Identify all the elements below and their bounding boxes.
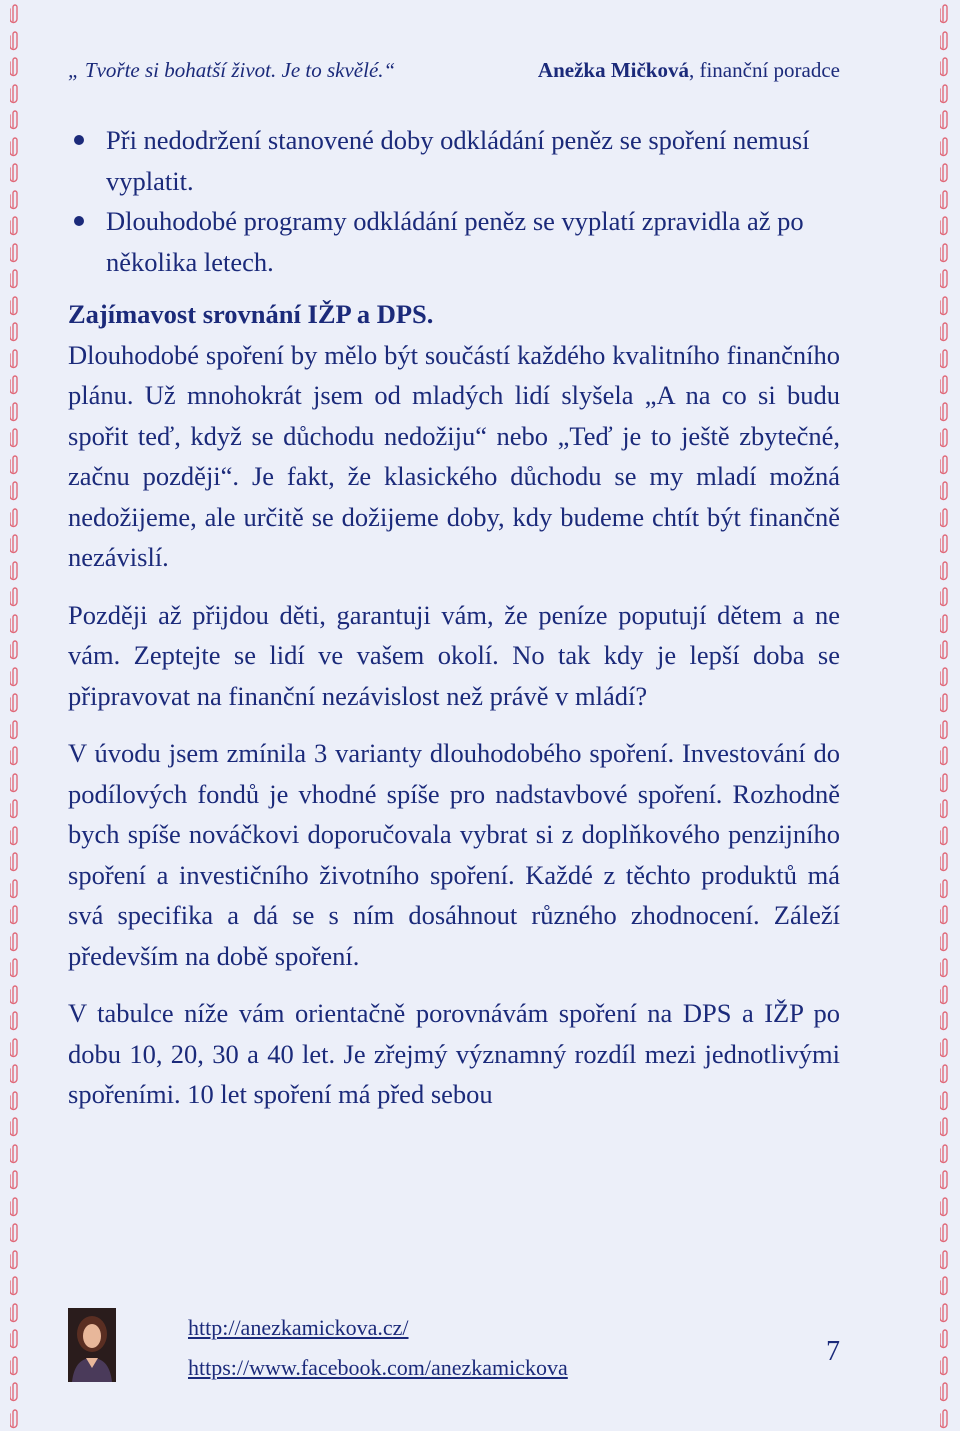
- author-role: , finanční poradce: [688, 58, 840, 82]
- paperclip-icon: [10, 108, 20, 130]
- page-header: [68, 58, 840, 83]
- paperclip-icon: [940, 2, 950, 24]
- paperclip-icon: [10, 1195, 20, 1217]
- paperclip-icon: [10, 771, 20, 793]
- paperclip-icon: [940, 1274, 950, 1296]
- paperclip-icon: [940, 1221, 950, 1243]
- bullet-list: [68, 120, 840, 282]
- paperclip-icon: [10, 718, 20, 740]
- paperclip-icon: [10, 2, 20, 24]
- paperclip-icon: [940, 1327, 950, 1349]
- page-number: 7: [826, 1336, 840, 1367]
- paperclip-icon: [10, 1327, 20, 1349]
- paperclip-icon: [10, 479, 20, 501]
- paperclip-icon: [940, 877, 950, 899]
- paperclip-icon: [940, 1115, 950, 1137]
- paperclip-icon: [10, 320, 20, 342]
- paperclip-icon: [940, 241, 950, 263]
- footer-links: [188, 1308, 568, 1388]
- paperclip-icon: [940, 294, 950, 316]
- paperclip-icon: [10, 267, 20, 289]
- paperclip-icon: [940, 718, 950, 740]
- paperclip-icon: [940, 559, 950, 581]
- left-paperclip-border: [0, 0, 30, 1431]
- paperclip-icon: [940, 506, 950, 528]
- paperclip-icon: [940, 665, 950, 687]
- paperclip-icon: [10, 400, 20, 422]
- paperclip-icon: [940, 161, 950, 183]
- page-content: [68, 120, 840, 1115]
- paperclip-icon: [10, 347, 20, 369]
- paperclip-icon: [940, 638, 950, 660]
- paperclip-icon: [10, 824, 20, 846]
- paperclip-icon: [940, 82, 950, 104]
- paperclip-icon: [940, 1168, 950, 1190]
- paperclip-icon: [940, 585, 950, 607]
- paperclip-icon: [10, 744, 20, 766]
- paperclip-icon: [10, 82, 20, 104]
- paperclip-icon: [940, 29, 950, 51]
- facebook-link[interactable]: https://www.facebook.com/anezkamickova: [188, 1355, 568, 1380]
- header-author: [538, 58, 840, 83]
- paperclip-icon: [940, 771, 950, 793]
- paperclip-icon: [10, 1115, 20, 1137]
- paperclip-icon: [940, 903, 950, 925]
- paperclip-icon: [10, 135, 20, 157]
- paperclip-icon: [10, 532, 20, 554]
- paperclip-icon: [10, 161, 20, 183]
- paperclip-icon: [10, 214, 20, 236]
- paperclip-icon: [940, 956, 950, 978]
- paragraph: Dlouhodobé spoření by mělo být součástí každého kvalitního finančního plánu. Už mnohokrát jsem od mladých lidí slyšela „A na co si budu spořit teď, když se důchodu nedožiju“ nebo „Teď je to ještě zbytečné, začnu později“. Je fakt, že klasického důchodu se my mladí možná nedožijeme, ale určitě se dožijeme doby, kdy budeme chtít být finančně nezávislí.: [68, 339, 840, 572]
- page-footer: [68, 1308, 840, 1384]
- paperclip-icon: [940, 1195, 950, 1217]
- paperclip-icon: [10, 1354, 20, 1376]
- paperclip-icon: [10, 612, 20, 634]
- bullet-icon: [74, 216, 84, 226]
- paperclip-icon: [10, 506, 20, 528]
- paperclip-icon: [10, 691, 20, 713]
- paperclip-icon: [940, 532, 950, 554]
- paperclip-icon: [940, 108, 950, 130]
- paperclip-icon: [940, 55, 950, 77]
- paperclip-icon: [10, 1380, 20, 1402]
- paperclip-icon: [940, 1062, 950, 1084]
- paperclip-icon: [10, 1036, 20, 1058]
- paperclip-icon: [10, 241, 20, 263]
- paperclip-icon: [940, 744, 950, 766]
- bullet-icon: [74, 135, 84, 145]
- paperclip-icon: [940, 1036, 950, 1058]
- paperclip-icon: [10, 29, 20, 51]
- paperclip-icon: [940, 188, 950, 210]
- paperclip-icon: [940, 1380, 950, 1402]
- paperclip-icon: [10, 188, 20, 210]
- paperclip-icon: [10, 1248, 20, 1270]
- paperclip-icon: [10, 373, 20, 395]
- paperclip-icon: [940, 1089, 950, 1111]
- paperclip-icon: [10, 559, 20, 581]
- paperclip-icon: [940, 426, 950, 448]
- paperclip-icon: [10, 1274, 20, 1296]
- right-paperclip-border: [930, 0, 960, 1431]
- paperclip-icon: [940, 1009, 950, 1031]
- paperclip-icon: [940, 135, 950, 157]
- paperclip-icon: [10, 638, 20, 660]
- paperclip-icon: [10, 1062, 20, 1084]
- paperclip-icon: [10, 1009, 20, 1031]
- paperclip-icon: [940, 1248, 950, 1270]
- list-item: Dlouhodobé programy odkládání peněz se vyplatí zpravidla až po několika letech.: [106, 201, 840, 282]
- paperclip-icon: [10, 903, 20, 925]
- header-quote: „ Tvořte si bohatší život. Je to skvělé.“: [68, 58, 396, 82]
- paperclip-icon: [940, 612, 950, 634]
- paperclip-icon: [10, 877, 20, 899]
- paperclip-icon: [940, 824, 950, 846]
- paperclip-icon: [10, 665, 20, 687]
- paperclip-icon: [940, 1301, 950, 1323]
- paperclip-icon: [10, 55, 20, 77]
- paperclip-icon: [10, 294, 20, 316]
- list-item: Při nedodržení stanovené doby odkládání peněz se spoření nemusí vyplatit.: [106, 120, 840, 201]
- paperclip-icon: [10, 930, 20, 952]
- paperclip-icon: [10, 1142, 20, 1164]
- paperclip-icon: [940, 453, 950, 475]
- paperclip-icon: [10, 585, 20, 607]
- paperclip-icon: [940, 400, 950, 422]
- paperclip-icon: [940, 1354, 950, 1376]
- paperclip-icon: [940, 267, 950, 289]
- paperclip-icon: [10, 1407, 20, 1429]
- paperclip-icon: [940, 691, 950, 713]
- paperclip-icon: [10, 1089, 20, 1111]
- paperclip-icon: [940, 214, 950, 236]
- paperclip-icon: [10, 1221, 20, 1243]
- paperclip-icon: [10, 850, 20, 872]
- paperclip-icon: [940, 373, 950, 395]
- paperclip-icon: [10, 983, 20, 1005]
- author-avatar: [68, 1308, 116, 1382]
- website-link[interactable]: http://anezkamickova.cz/: [188, 1315, 409, 1340]
- paperclip-icon: [940, 320, 950, 342]
- paperclip-icon: [940, 797, 950, 819]
- paperclip-icon: [940, 983, 950, 1005]
- paperclip-icon: [10, 1168, 20, 1190]
- author-name: Anežka Mičková: [537, 58, 689, 82]
- paperclip-icon: [940, 347, 950, 369]
- avatar-icon: [68, 1308, 116, 1382]
- paperclip-icon: [10, 956, 20, 978]
- paragraph: V tabulce níže vám orientačně porovnávám spoření na DPS a IŽP po dobu 10, 20, 30 a 40 let. Je zřejmý významný rozdíl mezi jednotlivými spořeními. 10 let spoření má před sebou: [68, 998, 840, 1109]
- paperclip-icon: [940, 930, 950, 952]
- document-page: [68, 0, 840, 1431]
- paperclip-icon: [10, 453, 20, 475]
- section-heading: Zajímavost srovnání IŽP a DPS.: [68, 299, 434, 329]
- paperclip-icon: [940, 850, 950, 872]
- paperclip-icon: [10, 797, 20, 819]
- paperclip-icon: [940, 479, 950, 501]
- paperclip-icon: [10, 1301, 20, 1323]
- paragraph: V úvodu jsem zmínila 3 varianty dlouhodobého spoření. Investování do podílových fondů je vhodné spíše pro nadstavbové spoření. Rozhodně bych spíše nováčkovi doporučovala vybrat si z doplňkového penzijního spoření a investičního životního spoření. Každé z těchto produktů má svá specifika a dá se s ním dosáhnout různého zhodnocení. Záleží především na době spoření.: [68, 738, 840, 971]
- paperclip-icon: [10, 426, 20, 448]
- paragraph: Později až přijdou děti, garantuji vám, že peníze poputují dětem a ne vám. Zeptejte se lidí ve vašem okolí. No tak kdy je lepší doba se připravovat na finanční nezávislost než právě v mládí?: [68, 599, 840, 711]
- paperclip-icon: [940, 1142, 950, 1164]
- paperclip-icon: [940, 1407, 950, 1429]
